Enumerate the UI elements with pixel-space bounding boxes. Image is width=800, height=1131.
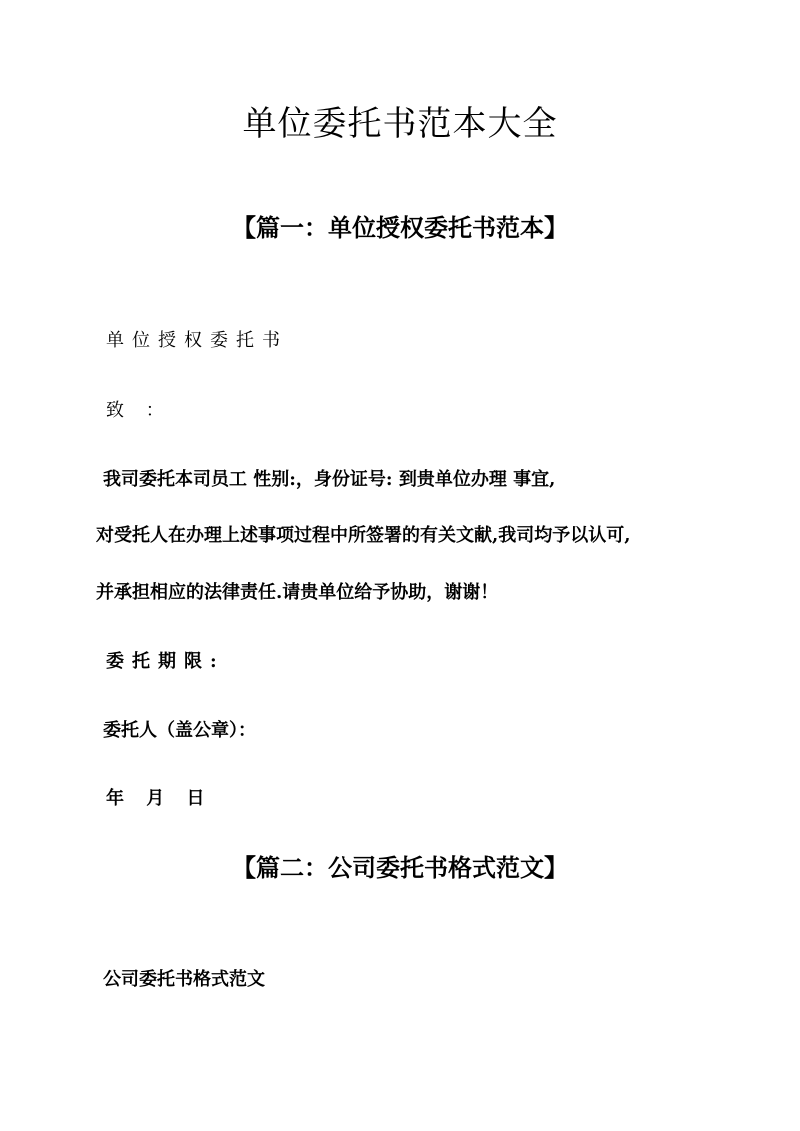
salutation-line: 致 ： xyxy=(106,400,172,421)
section-two-title: 【篇二：公司委托书格式范文】 xyxy=(232,854,568,882)
authorization-letter-heading: 单位授权委托书 xyxy=(106,330,288,351)
body-paragraph-line-3: 并承担相应的法律责任.请贵单位给予协助，谢谢！ xyxy=(96,582,499,603)
date-label: 年 月 日 xyxy=(106,788,213,809)
document-title: 单位委托书范本大全 xyxy=(242,104,558,144)
entrustment-term-label: 委托期限: xyxy=(106,651,225,672)
body-paragraph-line-2: 对受托人在办理上述事项过程中所签署的有关文献,我司均予以认可, xyxy=(96,525,631,546)
section-two-heading: 公司委托书格式范文 xyxy=(103,969,265,990)
principal-seal-label: 委托人（盖公章）： xyxy=(103,720,256,741)
section-one-title: 【篇一：单位授权委托书范本】 xyxy=(232,214,568,242)
body-paragraph-line-1: 我司委托本司员工 性别:，身份证号: 到贵单位办理 事宜, xyxy=(103,469,556,490)
